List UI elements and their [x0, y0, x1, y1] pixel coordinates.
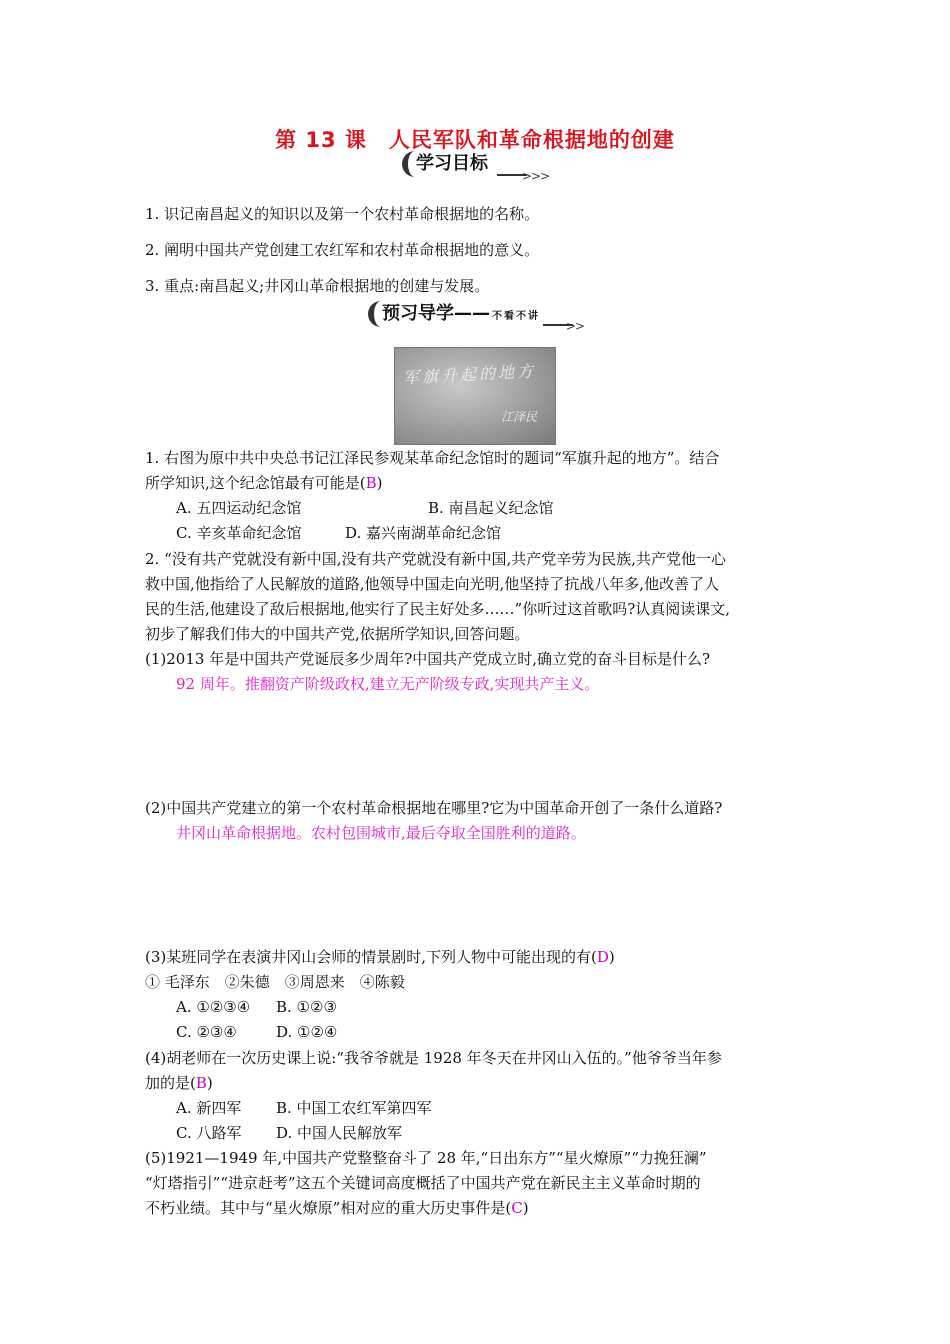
calligraphy-photo: 军旗升起的地方 江泽民 [394, 347, 556, 445]
objective-3: 3. 重点:南昌起义;井冈山革命根据地的创建与发展。 [145, 277, 490, 295]
banner-label: 学习目标 [402, 151, 488, 177]
section-banner-objectives [402, 150, 550, 183]
q2-sub3-answer: D [596, 948, 609, 966]
q2-intro-line1: 2. “没有共产党就没有新中国,没有共产党就没有新中国,共产党辛劳为民族,共产党他一心 [145, 550, 727, 568]
q2-sub1-answer: 92 周年。推翻资产阶级政权,建立无产阶级专政,实现共产主义。 [176, 675, 600, 693]
q2-sub3-question: (3)某班同学在表演井冈山会师的情景剧时,下列人物中可能出现的有(D) [145, 948, 615, 966]
q2-intro-line2: 救中国,他指给了人民解放的道路,他领导中国走向光明,他坚持了抗战八年多,他改善了人 [145, 575, 720, 593]
q2-sub4-option-a: A. 新四军 [176, 1099, 242, 1117]
q2-sub3-option-a: A. ①②③④ [176, 998, 251, 1016]
q2-sub3-people: ① 毛泽东 ②朱德 ③周恩来 ④陈毅 [145, 973, 405, 991]
q2-sub4-line2: 加的是(B) [145, 1074, 213, 1092]
q2-sub5-line3: 不朽业绩。其中与“星火燎原”相对应的重大历史事件是(C) [145, 1199, 529, 1217]
section-banner-preview [368, 300, 588, 333]
q2-sub2-question: (2)中国共产党建立的第一个农村革命根据地在哪里?它为中国革命开创了一条什么道路? [145, 799, 723, 817]
q2-sub3-option-c: C. ②③④ [176, 1023, 237, 1041]
q2-sub5-line1: (5)1921—1949 年,中国共产党整整奋斗了 28 年,“日出东方”“星火燎原”“力挽狂澜” [145, 1149, 707, 1167]
q2-sub3-option-d: D. ①②④ [276, 1023, 338, 1041]
q1-option-b: B. 南昌起义纪念馆 [428, 499, 554, 517]
q2-sub5-line2: “灯塔指引”“进京赶考”这五个关键词高度概括了中国共产党在新民主主义革命时期的 [145, 1174, 701, 1192]
q1-text-line2: 所学知识,这个纪念馆最有可能是(B) [145, 474, 383, 492]
q2-sub4-line1: (4)胡老师在一次历史课上说:“我爷爷就是 1928 年冬天在井冈山入伍的。”他爷爷当年参 [145, 1049, 722, 1067]
q2-intro-line3: 民的生活,他建设了敌后根据地,他实行了民主好处多……”你听过这首歌吗?认真阅读课文, [145, 600, 731, 618]
q1-option-a: A. 五四运动纪念馆 [176, 499, 302, 517]
q2-sub2-answer: 井冈山革命根据地。农村包围城市,最后夺取全国胜利的道路。 [176, 824, 586, 842]
q2-sub1-question: (1)2013 年是中国共产党诞辰多少周年?中国共产党成立时,确立党的奋斗目标是什么? [145, 650, 711, 668]
q1-answer: B [365, 474, 377, 492]
arrow-icon: >> [566, 319, 585, 333]
q2-sub4-answer: B [195, 1074, 207, 1092]
q1-option-d: D. 嘉兴南湖革命纪念馆 [345, 524, 502, 542]
q1-option-c: C. 辛亥革命纪念馆 [176, 524, 302, 542]
q2-intro-line4: 初步了解我们伟大的中国共产党,依据所学知识,回答问题。 [145, 625, 530, 643]
banner-label: 预习导学—— 不看不讲 [368, 301, 540, 327]
q1-text-line1: 1. 右图为原中共中央总书记江泽民参观某革命纪念馆时的题词“军旗升起的地方”。结合 [145, 449, 720, 467]
page-title: 第 13 课 人民军队和革命根据地的创建 [275, 128, 675, 152]
q2-sub4-option-d: D. 中国人民解放军 [276, 1124, 403, 1142]
q2-sub4-option-c: C. 八路军 [176, 1124, 242, 1142]
q2-sub5-answer: C [511, 1199, 523, 1217]
arrow-icon: >>> [522, 169, 550, 183]
objective-2: 2. 阐明中国共产党创建工农红军和农村革命根据地的意义。 [145, 241, 540, 259]
q2-sub4-option-b: B. 中国工农红军第四军 [276, 1099, 432, 1117]
objective-1: 1. 识记南昌起义的知识以及第一个农村革命根据地的名称。 [145, 205, 540, 223]
q2-sub3-option-b: B. ①②③ [276, 998, 337, 1016]
